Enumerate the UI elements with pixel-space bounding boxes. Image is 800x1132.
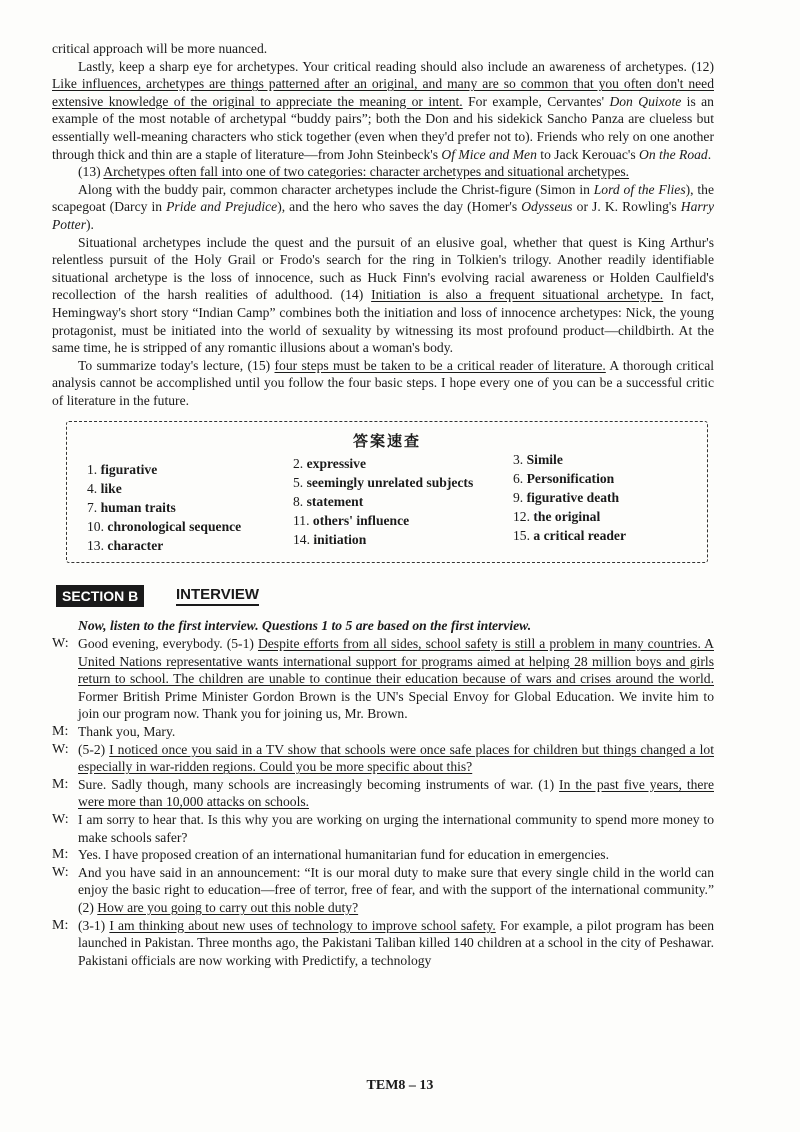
dialogue-turn (52, 917, 714, 970)
dialogue-text: (3-1) I am thinking about new uses of technology to improve school safety. For example, a pilot program has been launched in Pakistan. Three months ago, the Pakistani Taliban killed 140 children at a school in the city of Peshawar. Pakistani officials are now working with Predictify, a technology (78, 917, 714, 968)
dialogue-text: Sure. Sadly though, many schools are increasingly becoming instruments of war. (1) In the past five years, there were more than 10,000 attacks on schools. (78, 776, 714, 810)
answer-item: 15. a critical reader (513, 528, 627, 544)
speaker-label: M: (52, 847, 69, 863)
section-header (52, 585, 714, 609)
lecture-paragraph-character-archetypes: Along with the buddy pair, common character archetypes include the Christ-figure (Simon in Lord of the Flies), the scapegoat (Darcy in Pride and Prejudice), and the hero who saves the day (Homer's Odysseus or J. K. Rowling's Harry Potter). (52, 181, 714, 232)
answer-item: 6. Personification (513, 471, 615, 487)
answer-item: 9. figurative death (513, 490, 620, 506)
answer-column-1 (87, 460, 241, 555)
dialogue-turn (52, 846, 714, 864)
dialogue-turn (52, 776, 714, 811)
page-body (52, 40, 714, 969)
dialogue-text: And you have said in an announcement: “It is our moral duty to make sure that every single child in the world can enjoy the basic right to education—free of terror, free of fear, and with the support of the international community.” (2) How are you going to carry out this noble duty? (78, 864, 714, 915)
answer-item: 13. character (87, 538, 164, 554)
lecture-paragraph-categories: (13) Archetypes often fall into one of two categories: character archetypes and situational archetypes. (78, 164, 630, 180)
answer-item: 14. initiation (293, 532, 367, 548)
answer-item: 5. seemingly unrelated subjects (293, 475, 474, 491)
section-instruction: Now, listen to the first interview. Questions 1 to 5 are based on the first interview. (78, 618, 532, 634)
dialogue-turn (52, 864, 714, 917)
lecture-paragraph-situational-archetypes: Situational archetypes include the quest and the pursuit of an elusive goal, whether that quest is King Arthur's relentless pursuit of the Holy Grail or Frodo's search for the ring in Tolkien's trilogy. Another readily identifiable situational archetype is the loss of innocence, such as Huck Finn's evolving racial awareness or Holden Caulfield's recollection of the harsh realities of adulthood. (14) Initiation is also a frequent situational archetype. In fact, Hemingway's short story “Indian Camp” combines both the initiation and loss of innocence archetypes: Nick, the young protagonist, must be initiated into the world of sexuality by witnessing its most profound product—childbirth. At the same time, he is stripped of any romantic illusions about a woman's body. (52, 234, 714, 356)
answer-column-3 (513, 450, 626, 545)
speaker-label: W: (52, 636, 69, 652)
dialogue-text: (5-2) I noticed once you said in a TV show that schools were once safe places for children but things changed a lot especially in war-ridden regions. Could you be more specific about this? (78, 741, 715, 775)
answer-item: 2. expressive (293, 456, 367, 472)
dialogue-turn (52, 811, 714, 846)
answer-key-title: 答案速查 (352, 432, 421, 451)
answer-item: 3. Simile (513, 452, 563, 468)
page-footer: TEM8 – 13 (366, 1078, 434, 1093)
answer-item: 1. figurative (87, 462, 158, 478)
answer-item: 8. statement (293, 494, 364, 510)
dialogue-text: Good evening, everybody. (5-1) Despite efforts from all sides, school safety is still a problem in many countries. A United Nations representative wants international support for programs aimed at helping 28 million boys and girls return to school. The children are unable to continue their education because of wars and crises around the world. Former British Prime Minister Gordon Brown is the UN's Special Envoy for Global Education. We invite him to join our program now. Thank you for joining us, Mr. Brown. (78, 636, 714, 722)
lecture-paragraph-archetypes: Lastly, keep a sharp eye for archetypes. Your critical reading should also include an awareness of archetypes. (12) Like influences, archetypes are things patterned after an original, and many are so common that you often don't need extensive knowledge of the original to appreciate the meaning or intent. For example, Cervantes' Don Quixote is an example of the most notable of archetypal “buddy pairs”; both the Don and his sidekick Sancho Panza are clueless but essentially well-meaning characters who stick together (even when they'd prefer not to). Friends who rely on one another through thick and thin are a staple of literature—from John Steinbeck's Of Mice and Men to Jack Kerouac's On the Road. (52, 58, 714, 162)
answer-item: 4. like (87, 481, 122, 497)
answer-item: 12. the original (513, 509, 601, 525)
section-tag: SECTION B (56, 585, 144, 607)
speaker-label: W: (52, 812, 69, 827)
speaker-label: W: (52, 741, 69, 757)
dialogue-text: Thank you, Mary. (78, 724, 176, 740)
answer-column-2 (293, 454, 473, 549)
lecture-paragraph-summary: To summarize today's lecture, (15) four steps must be taken to be a critical reader of literature. A thorough critical analysis cannot be accomplished until you follow the four basic steps. I hope every one of you can be a successful critic of literature in the future. (52, 357, 714, 408)
speaker-label: W: (52, 864, 69, 880)
dialogue-turn (52, 635, 714, 723)
lecture-paragraph-0: critical approach will be more nuanced. (52, 41, 268, 56)
speaker-label: M: (52, 776, 69, 792)
dialogue-turn (52, 723, 714, 741)
dialogue-turn (52, 741, 714, 776)
section-title: INTERVIEW (176, 586, 259, 606)
answer-item: 11. others' influence (293, 513, 410, 529)
answer-key-box (66, 421, 708, 563)
speaker-label: M: (52, 724, 69, 740)
speaker-label: M: (52, 917, 69, 933)
dialogue-text: Yes. I have proposed creation of an international humanitarian fund for education in emergencies. (78, 847, 609, 863)
answer-item: 7. human traits (87, 500, 176, 516)
answer-item: 10. chronological sequence (87, 519, 242, 535)
dialogue-text: I am sorry to hear that. Is this why you are working on urging the international community to spend more money to make schools safer? (78, 812, 714, 845)
